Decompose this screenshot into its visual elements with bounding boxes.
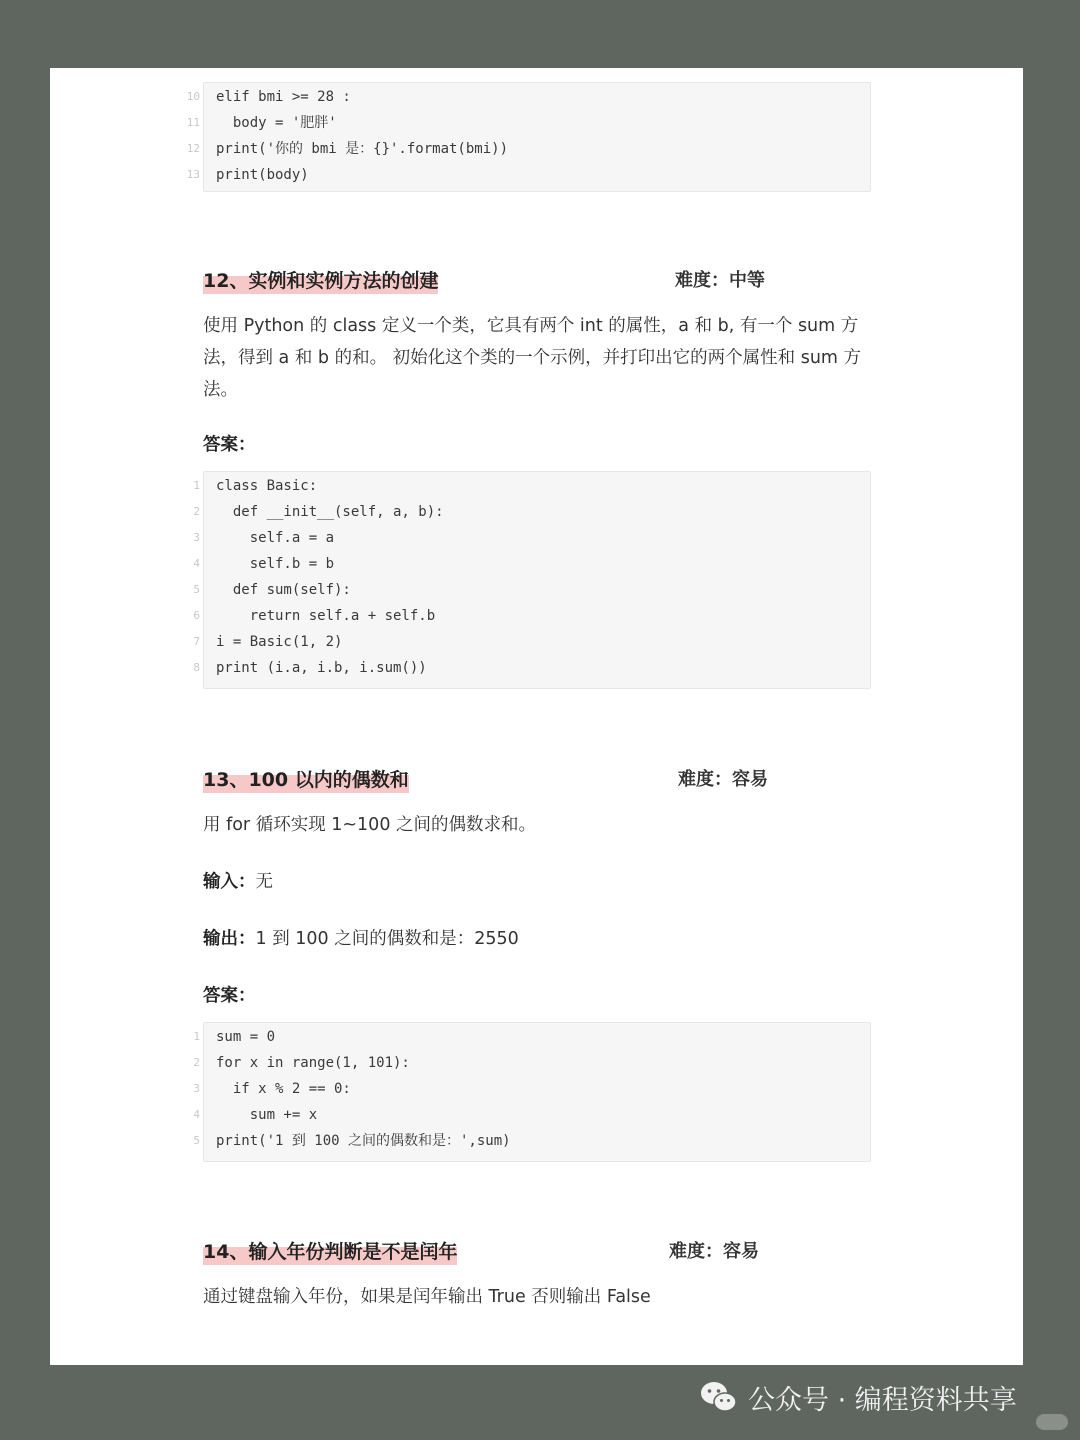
footer-watermark bbox=[700, 1375, 1017, 1419]
line-number: 5 bbox=[193, 583, 200, 596]
line-number: 10 bbox=[186, 90, 200, 103]
section-13-title: 13、100 以内的偶数和 bbox=[203, 769, 409, 791]
wechat-icon bbox=[700, 1380, 738, 1414]
code-text: sum += x bbox=[216, 1107, 318, 1123]
line-number: 11 bbox=[186, 116, 200, 129]
section-13-input: 输入：无 bbox=[203, 872, 273, 892]
code-block-even-sum bbox=[193, 1022, 871, 1162]
line-number: 1 bbox=[193, 479, 200, 492]
line-number: 4 bbox=[193, 1108, 200, 1121]
section-14-difficulty: 难度：容易 bbox=[669, 1241, 759, 1262]
code-text: i = Basic(1, 2) bbox=[216, 634, 343, 650]
section-14-title: 14、输入年份判断是不是闰年 bbox=[203, 1241, 458, 1263]
section-12-difficulty: 难度：中等 bbox=[675, 270, 765, 291]
code-text: def __init__(self, a, b): bbox=[216, 504, 444, 520]
code-text: self.a = a bbox=[216, 530, 335, 546]
section-12-description: 使用 Python 的 class 定义一个类，它具有两个 int 的属性，a 和 b, 有一个 sum 方法，得到 a 和 b 的和。 初始化这个类的一个示例，并打印出它的两个属性和 sum 方法。 bbox=[203, 316, 862, 400]
line-number: 7 bbox=[193, 635, 200, 648]
line-number: 12 bbox=[186, 142, 200, 155]
section-13-difficulty: 难度：容易 bbox=[678, 769, 768, 790]
code-text: print (i.a, i.b, i.sum()) bbox=[216, 660, 427, 676]
code-text: body = '肥胖' bbox=[216, 115, 337, 131]
section-12-title: 12、实例和实例方法的创建 bbox=[203, 270, 439, 292]
line-number: 8 bbox=[193, 661, 200, 674]
code-text: self.b = b bbox=[216, 556, 335, 572]
line-number: 4 bbox=[193, 557, 200, 570]
code-text: def sum(self): bbox=[216, 582, 351, 598]
line-number: 2 bbox=[193, 1056, 200, 1069]
section-14-description: 通过键盘输入年份，如果是闰年输出 True 否则输出 False bbox=[203, 1287, 651, 1307]
code-text: print('1 到 100 之间的偶数和是：',sum) bbox=[216, 1133, 511, 1149]
code-block-bmi bbox=[186, 82, 871, 192]
code-text: class Basic: bbox=[216, 478, 318, 494]
line-number: 3 bbox=[193, 1082, 200, 1095]
code-block-class-basic bbox=[193, 471, 871, 689]
code-text: print(body) bbox=[216, 167, 309, 183]
line-number: 2 bbox=[193, 505, 200, 518]
code-text: return self.a + self.b bbox=[216, 608, 436, 624]
line-number: 6 bbox=[193, 609, 200, 622]
code-text: for x in range(1, 101): bbox=[216, 1055, 410, 1071]
section-13-answer-label: 答案： bbox=[203, 986, 256, 1006]
corner-badge bbox=[1036, 1414, 1068, 1430]
footer-text: 公众号 · 编程资料共享 bbox=[748, 1384, 1017, 1416]
code-text: if x % 2 == 0: bbox=[216, 1081, 351, 1097]
line-number: 5 bbox=[193, 1134, 200, 1147]
line-number: 1 bbox=[193, 1030, 200, 1043]
section-13-description: 用 for 循环实现 1~100 之间的偶数求和。 bbox=[203, 815, 537, 835]
document-page bbox=[50, 68, 1023, 1365]
code-text: elif bmi >= 28 : bbox=[216, 89, 351, 105]
code-text: print('你的 bmi 是：{}'.format(bmi)) bbox=[216, 141, 509, 157]
section-12-answer-label: 答案： bbox=[203, 435, 256, 455]
line-number: 3 bbox=[193, 531, 200, 544]
line-number: 13 bbox=[186, 168, 200, 181]
code-text: sum = 0 bbox=[216, 1029, 276, 1045]
section-13-output: 输出：1 到 100 之间的偶数和是：2550 bbox=[203, 929, 519, 949]
